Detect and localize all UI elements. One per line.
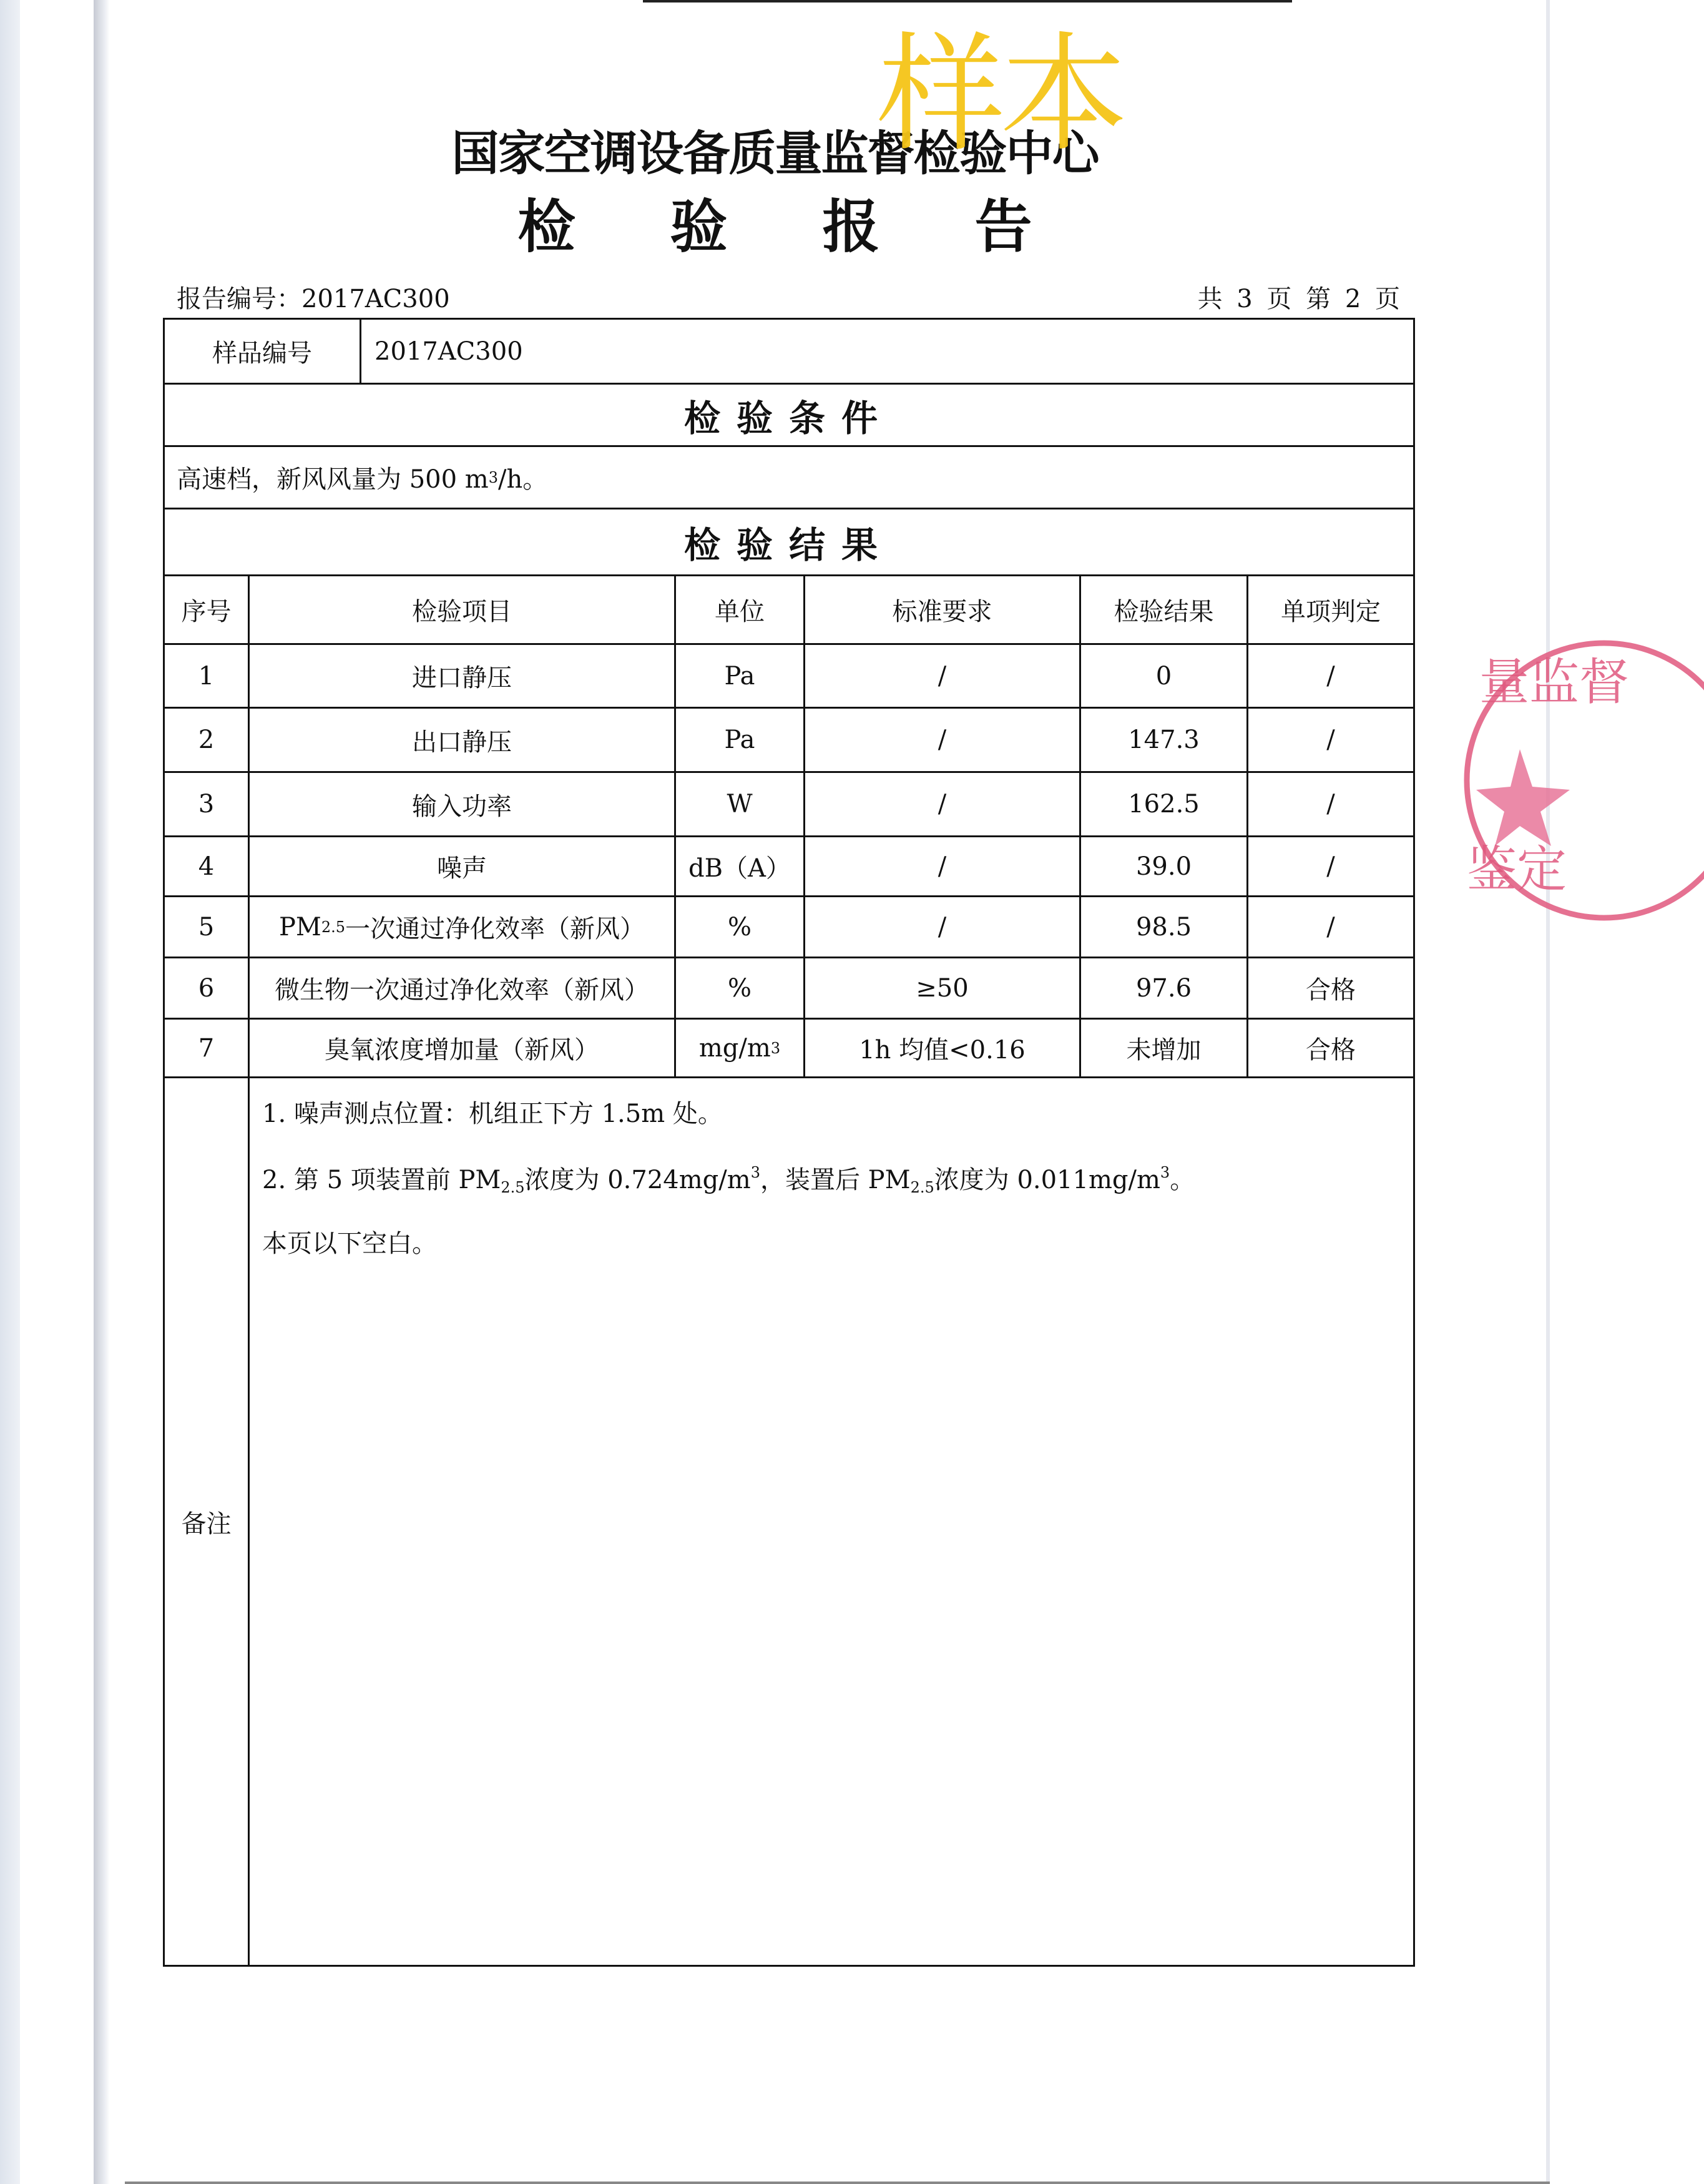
superscript: 3 — [770, 1039, 781, 1057]
row-result: 147.3 — [1128, 726, 1200, 754]
row-number: 3 — [198, 790, 215, 819]
seal-star-icon — [1476, 749, 1570, 846]
conditions-title: 检验条件 — [683, 396, 894, 440]
row-number: 5 — [198, 912, 215, 942]
row-judgement: / — [1326, 790, 1335, 819]
row-judgement: / — [1326, 661, 1335, 691]
row-unit: dB（A） — [688, 854, 791, 883]
row-unit: Pa — [724, 726, 755, 754]
col-header-standard: 标准要求 — [892, 598, 992, 626]
row-item — [250, 897, 674, 957]
row-judgement: 合格 — [1306, 1036, 1356, 1065]
row-judgement: / — [1326, 726, 1335, 754]
official-seal — [1454, 631, 1704, 930]
sample-number-label: 样品编号 — [212, 339, 312, 368]
col-header-unit: 单位 — [715, 598, 765, 626]
document-title: 检 验 报 告 — [517, 194, 1070, 260]
row-result: 0 — [1155, 661, 1172, 691]
conditions-text-main: 高速档，新风风量为 500 m — [177, 465, 489, 494]
institution-name: 国家空调设备质量监督检验中心 — [451, 125, 1099, 181]
seal-text-bottom: 鉴定 — [1467, 840, 1567, 898]
item-text: 出口静压 — [412, 727, 512, 757]
row-number: 2 — [198, 726, 215, 754]
row-item — [250, 837, 674, 895]
superscript: 3 — [1160, 1164, 1170, 1182]
row-result: 97.6 — [1135, 973, 1192, 1003]
report-number-value: 2017AC300 — [301, 285, 450, 313]
seal-text-top: 量监督 — [1479, 653, 1629, 711]
col-header-result: 检验结果 — [1114, 598, 1214, 626]
item-text: 进口静压 — [412, 664, 512, 692]
row-item — [250, 1020, 674, 1076]
note-text: 2. 第 5 项装置前 PM — [262, 1166, 501, 1194]
item-text: 噪声 — [437, 854, 487, 883]
sample-number-value: 2017AC300 — [375, 337, 523, 366]
unit-text: mg/m — [698, 1033, 771, 1063]
report-number — [177, 279, 450, 315]
row-number: 7 — [198, 1033, 215, 1063]
row-item — [250, 958, 674, 1018]
row-standard: / — [938, 912, 947, 942]
row-standard: / — [938, 852, 947, 881]
item-text: 微生物一次通过净化效率（新风） — [275, 976, 649, 1005]
row-number: 4 — [198, 852, 215, 881]
note-text: ，装置后 PM — [760, 1166, 911, 1194]
remark-note-1: 1. 噪声测点位置：机组正下方 1.5m 处。 — [262, 1099, 723, 1128]
note-text: 浓度为 0.011mg/m — [934, 1166, 1160, 1194]
remark-note-3: 本页以下空白。 — [262, 1229, 437, 1258]
col-header-no: 序号 — [181, 598, 232, 626]
row-item — [250, 709, 674, 771]
row-standard: / — [938, 726, 947, 754]
conditions-text — [177, 447, 1363, 508]
row-standard: ≥50 — [916, 973, 969, 1003]
row-result: 未增加 — [1126, 1036, 1202, 1065]
note-text: 浓度为 0.724mg/m — [524, 1166, 751, 1194]
row-judgement: 合格 — [1306, 976, 1356, 1005]
conditions-text-unit: /h。 — [498, 465, 548, 494]
row-unit: Pa — [724, 661, 755, 691]
row-result: 39.0 — [1135, 852, 1192, 881]
scan-bottom-line — [125, 2182, 1550, 2184]
note-text: 。 — [1170, 1166, 1195, 1194]
scan-edge-right — [1546, 0, 1550, 2184]
row-unit: W — [727, 790, 753, 819]
item-text: 输入功率 — [412, 792, 512, 821]
row-judgement: / — [1326, 912, 1335, 942]
superscript: 3 — [488, 468, 498, 486]
row-standard: / — [938, 661, 947, 691]
row-standard: / — [938, 790, 947, 819]
row-item — [250, 773, 674, 835]
row-unit: % — [727, 973, 752, 1003]
remarks-label: 备注 — [181, 1509, 232, 1538]
row-item — [250, 645, 674, 707]
row-number: 1 — [198, 661, 215, 691]
item-text: 一次通过净化效率（新风） — [345, 915, 645, 943]
row-number: 6 — [198, 973, 215, 1003]
results-title: 检验结果 — [683, 524, 894, 566]
table-rule — [360, 318, 361, 383]
sample-watermark: 样本 — [877, 21, 1123, 169]
col-header-item: 检验项目 — [412, 598, 512, 626]
subscript: 2.5 — [321, 918, 346, 936]
row-unit — [676, 1020, 803, 1076]
report-number-label: 报告编号： — [177, 285, 301, 313]
col-header-judgement: 单项判定 — [1281, 598, 1381, 626]
subscript: 2.5 — [501, 1179, 525, 1197]
table-rule — [163, 1076, 1415, 1078]
row-judgement: / — [1326, 852, 1335, 881]
row-result: 162.5 — [1128, 790, 1200, 819]
page-info: 共 3 页 第 2 页 — [1197, 285, 1400, 313]
item-text: 臭氧浓度增加量（新风） — [325, 1036, 599, 1065]
scan-top-line — [643, 0, 1292, 2]
subscript: 2.5 — [910, 1179, 934, 1197]
remark-note-2 — [262, 1160, 1195, 1196]
row-result: 98.5 — [1135, 912, 1192, 942]
row-standard: 1h 均值<0.16 — [859, 1036, 1026, 1065]
row-unit: % — [727, 912, 752, 942]
item-prefix: PM — [278, 912, 321, 942]
scan-edge-left — [0, 0, 20, 2184]
superscript: 3 — [750, 1164, 760, 1182]
page-binding-shadow — [94, 0, 110, 2184]
